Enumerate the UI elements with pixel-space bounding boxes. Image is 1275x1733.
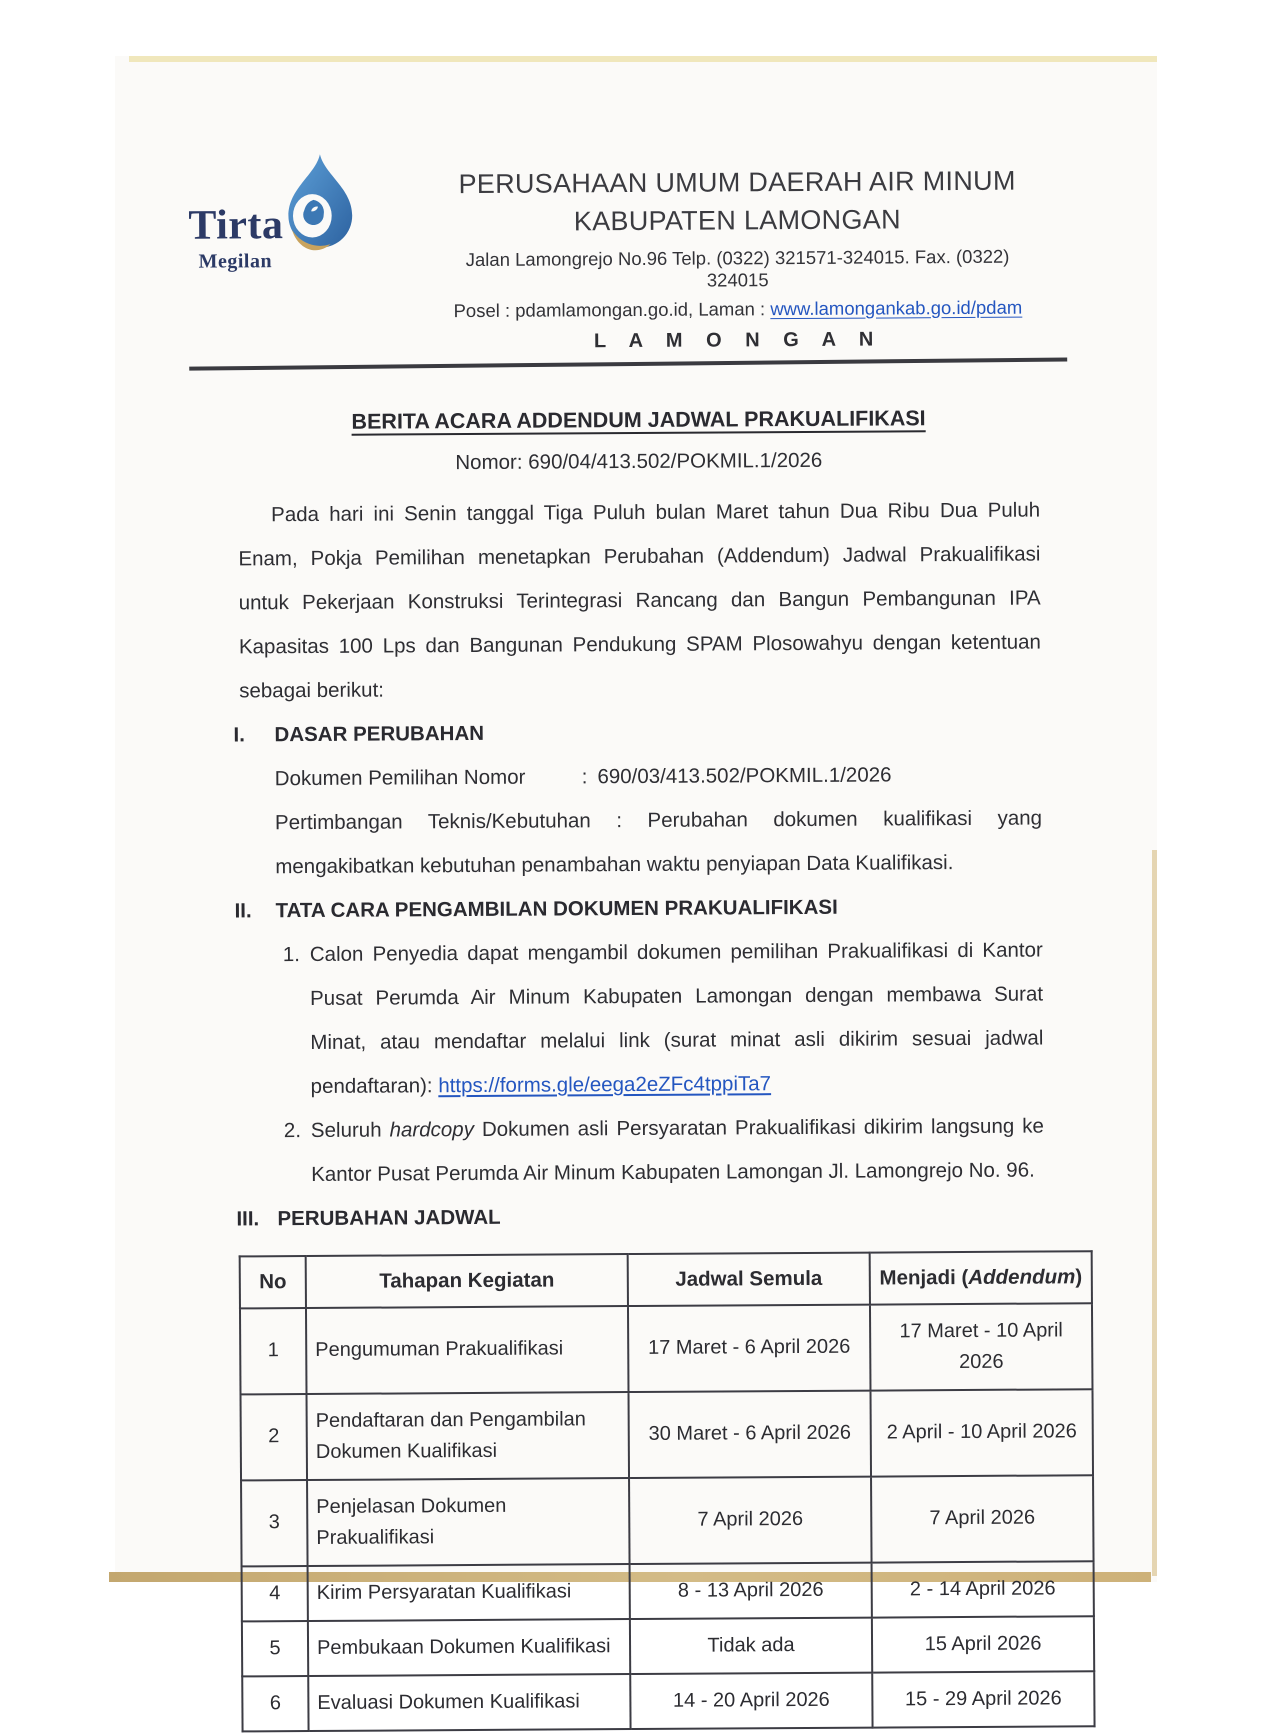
list-item-number: 1.: [282, 942, 300, 966]
pertimbangan-line1: Pertimbangan Teknis/Kebutuhan : Perubahan dokumen kualifikasi yang: [274, 806, 1043, 834]
cell-tahapan: Pengumuman Prakualifikasi: [306, 1306, 629, 1394]
dokumen-pemilihan-label: Dokumen Pemilihan Nomor: [274, 765, 526, 790]
cell-no: 2: [241, 1394, 308, 1480]
header-divider: [189, 357, 1067, 370]
dokumen-pemilihan-value: 690/03/413.502/POKMIL.1/2026: [597, 763, 892, 788]
org-address: Jalan Lamongrejo No.96 Telp. (0322) 321571-324015. Fax. (0322) 324015: [465, 245, 1010, 291]
cell-no: 1: [240, 1308, 307, 1394]
list-item-text: [310, 928, 1044, 1108]
cell-jadwal-semula: 30 Maret - 6 April 2026: [628, 1390, 871, 1477]
item2-post: Dokumen asli Persyaratan Prakualifikasi dikirim langsung ke Kantor Pusat Perumda Air Minum Kabupaten Lamongan Jl. Lamongrejo No. 96.: [311, 1114, 1044, 1186]
org-name-line2: KABUPATEN LAMONGAN: [573, 204, 901, 237]
menjadi-addendum: Addendum: [968, 1264, 1076, 1289]
table-row: [241, 1389, 1094, 1480]
intro-paragraph: Pada hari ini Senin tanggal Tiga Puluh bulan Maret tahun Dua Ribu Dua Puluh Enam, Pokja Pemilihan menetapkan Perubahan (Addendum) Jadwal Prakualifikasi untuk Pekerjaan Konstruksi Terintegrasi Rancang dan Bangun Pembangunan IPA Kapasitas 100 Lps dan Bangunan Pendukung SPAM Plosowahyu dengan ketentuan sebagai berikut:: [238, 498, 1041, 703]
section-1-heading: [233, 708, 1041, 757]
posel-text: Posel : pdamlamongan.go.id, Laman :: [453, 297, 771, 321]
section-dasar-perubahan: [233, 708, 1042, 889]
cell-jadwal-semula: Tidak ada: [630, 1617, 872, 1673]
section-1-title: DASAR PERUBAHAN: [274, 721, 485, 746]
section-perubahan-jadwal: [236, 1192, 1044, 1241]
section-1-body: [275, 752, 1043, 889]
header-jadwal-semula: Jadwal Semula: [628, 1252, 870, 1305]
section-2-numeral: II.: [234, 899, 252, 923]
cell-tahapan: Kirim Persyaratan Kualifikasi: [308, 1564, 630, 1621]
cell-jadwal-semula: 8 - 13 April 2026: [630, 1562, 872, 1618]
list-item: [283, 928, 1044, 1109]
letterhead-text: [436, 112, 1039, 354]
cell-menjadi: 7 April 2026: [871, 1475, 1094, 1562]
colon-separator: :: [581, 764, 588, 788]
section-3-numeral: III.: [236, 1206, 260, 1231]
cell-tahapan: Pendaftaran dan Pengambilan Dokumen Kualifikasi: [307, 1392, 630, 1480]
org-website-link[interactable]: www.lamongankab.go.id/pdam: [770, 296, 1023, 319]
org-name-line1: PERUSAHAAN UMUM DAERAH AIR MINUM: [458, 165, 1016, 200]
logo-name: Tirta: [188, 202, 284, 249]
org-contact-line: [437, 296, 1039, 322]
cell-no: 5: [242, 1621, 308, 1676]
table-row: [241, 1475, 1094, 1566]
section-1-numeral: I.: [233, 723, 245, 747]
logo-wordmark: [188, 204, 283, 274]
cell-tahapan: Evaluasi Dokumen Kualifikasi: [308, 1674, 630, 1731]
list-item-number: 2.: [283, 1118, 302, 1142]
cell-no: 6: [242, 1676, 308, 1731]
table-row: [240, 1303, 1093, 1394]
schedule-table: [239, 1250, 1096, 1732]
section-3-heading: [236, 1192, 1044, 1241]
menjadi-suffix: ): [1075, 1264, 1083, 1288]
letterhead: [188, 112, 1039, 356]
document-content: [110, 53, 1161, 1714]
registration-form-link[interactable]: https://forms.gle/eega2eZFc4tppiTa7: [438, 1071, 772, 1097]
org-city: L A M O N G A N: [593, 328, 883, 352]
list-item: [284, 1104, 1045, 1197]
water-drop-icon: [279, 148, 362, 270]
section-tata-cara: [234, 884, 1044, 1197]
cell-tahapan: Penjelasan Dokumen Prakualifikasi: [307, 1478, 630, 1566]
cell-jadwal-semula: 14 - 20 April 2026: [630, 1672, 872, 1728]
document-number: Nomor: 690/04/413.502/POKMIL.1/2026: [455, 448, 823, 474]
scanned-document-page: [115, 56, 1157, 1714]
cell-no: 3: [241, 1480, 308, 1566]
item2-pre: Seluruh: [310, 1118, 390, 1142]
list-item-text: [311, 1104, 1045, 1196]
cell-menjadi: 15 April 2026: [872, 1616, 1094, 1672]
section-2-body: [276, 928, 1045, 1197]
logo-subname: Megilan: [198, 250, 273, 273]
header-menjadi: [870, 1251, 1092, 1304]
document-title: BERITA ACARA ADDENDUM JADWAL PRAKUALIFIKASI: [351, 405, 926, 434]
header-tahapan: Tahapan Kegiatan: [306, 1254, 628, 1308]
cell-jadwal-semula: 7 April 2026: [629, 1476, 872, 1563]
item2-italic-word: hardcopy: [389, 1117, 474, 1142]
dokumen-pemilihan-row: [275, 752, 1042, 801]
cell-tahapan: Pembukaan Dokumen Kualifikasi: [308, 1619, 630, 1676]
table-row: [242, 1561, 1094, 1621]
table-row: [242, 1671, 1094, 1731]
company-logo: [188, 175, 437, 274]
cell-menjadi: 2 April - 10 April 2026: [870, 1389, 1093, 1476]
section-2-title: TATA CARA PENGAMBILAN DOKUMEN PRAKUALIFIKASI: [275, 895, 838, 922]
header-no: No: [240, 1256, 306, 1308]
section-3-title: PERUBAHAN JADWAL: [277, 1205, 501, 1230]
table-row: [242, 1616, 1094, 1676]
cell-menjadi: 2 - 14 April 2026: [872, 1561, 1094, 1617]
pertimbangan-line2: mengakibatkan kebutuhan penambahan waktu penyiapan Data Kualifikasi.: [275, 850, 954, 878]
cell-menjadi: 15 - 29 April 2026: [872, 1671, 1094, 1727]
table-header-row: [240, 1251, 1092, 1308]
menjadi-prefix: Menjadi (: [879, 1265, 969, 1290]
cell-jadwal-semula: 17 Maret - 6 April 2026: [628, 1304, 871, 1391]
cell-no: 4: [242, 1566, 308, 1621]
cell-menjadi: 17 Maret - 10 April 2026: [870, 1303, 1093, 1390]
item1-text: Calon Penyedia dapat mengambil dokumen pemilihan Prakualifikasi di Kantor Pusat Perumda Air Minum Kabupaten Lamongan dengan membawa Surat Minat, atau mendaftar melalui link (surat minat asli dikirim sesuai jadwal pendaftaran):: [309, 938, 1044, 1098]
section-2-heading: [234, 884, 1042, 933]
